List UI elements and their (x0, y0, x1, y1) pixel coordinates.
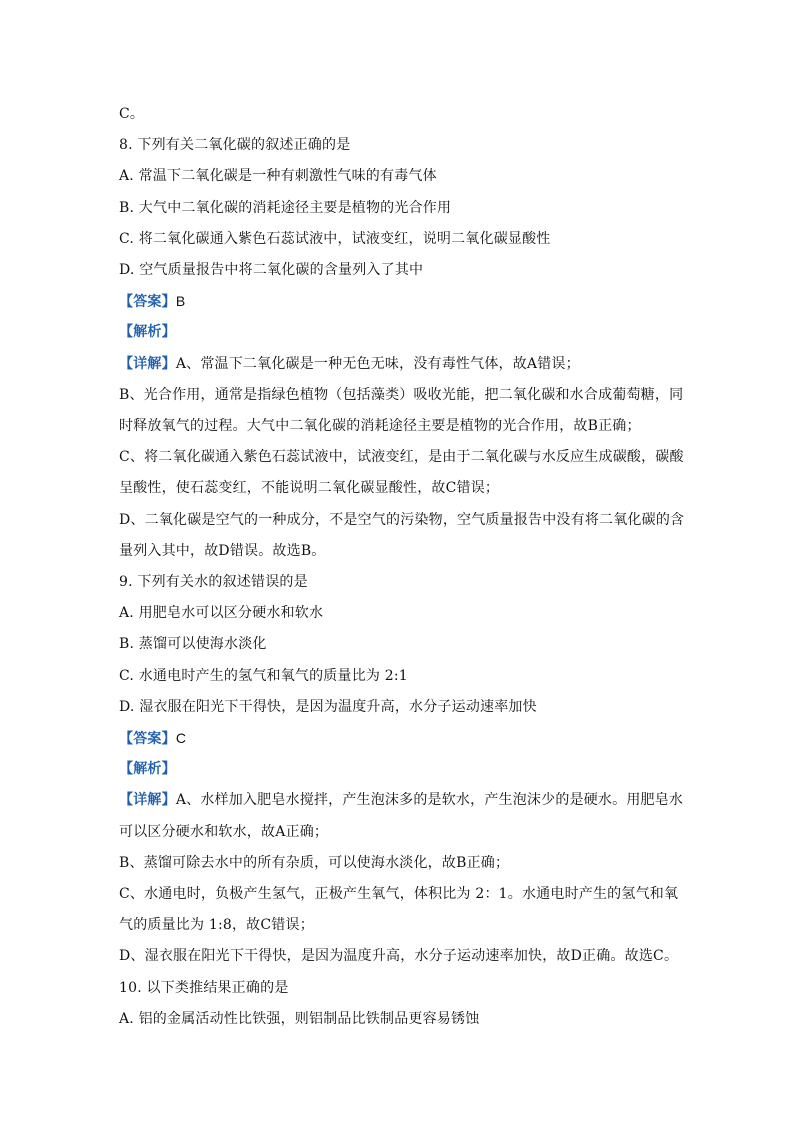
question-8-answer (119, 291, 679, 312)
question-9-detail-line-5: 气的质量比为 1:8，故C错误； (119, 917, 314, 933)
answer-value: B (175, 293, 186, 309)
question-9-analysis-heading (119, 759, 679, 779)
question-9-detail-line-6: D、湿衣服在阳光下干得快，是因为温度升高，水分子运动速率加快，故D正确。故选C。 (119, 948, 679, 964)
question-9-detail-line-2: 可以区分硬水和软水，故A正确； (119, 824, 329, 840)
analysis-tag: 【解析】 (119, 324, 176, 340)
question-8-option-a: A. 常温下二氧化碳是一种有刺激性气味的有毒气体 (119, 168, 437, 184)
question-8-detail-line-4: C、将二氧化碳通入紫色石蕊试液中，试液变红，是由于二氧化碳与水反应生成碳酸，碳酸 (119, 449, 684, 465)
answer-tag: 【答案】 (119, 294, 176, 310)
question-8-detail-line-6: D、二氧化碳是空气的一种成分，不是空气的污染物，空气质量报告中没有将二氧化碳的含 (119, 512, 685, 528)
question-8-option-b: B. 大气中二氧化碳的消耗途径主要是植物的光合作用 (119, 200, 452, 216)
question-9-answer (119, 728, 679, 749)
detail-tag: 【详解】 (119, 792, 176, 808)
question-8-detail-line-7: 量列入其中，故D错误。故选B。 (119, 543, 326, 559)
question-8-detail-line-3: 时释放氧气的过程。大气中二氧化碳的消耗途径主要是植物的光合作用，故B正确； (119, 418, 641, 434)
question-8-detail-line-2: B、光合作用，通常是指绿色植物（包括藻类）吸收光能，把二氧化碳和水合成葡萄糖，同 (119, 387, 684, 403)
question-9-stem: 9. 下列有关水的叙述错误的是 (119, 574, 308, 590)
answer-tag: 【答案】 (119, 731, 176, 747)
question-8-option-c: C. 将二氧化碳通入紫色石蕊试液中，试液变红，说明二氧化碳显酸性 (119, 231, 551, 247)
detail-text: A、常温下二氧化碳是一种无色无味，没有毒性气体，故A错误； (175, 356, 580, 372)
question-8-analysis-heading (119, 322, 679, 342)
question-9-option-a: A. 用肥皂水可以区分硬水和软水 (119, 605, 324, 621)
question-10-stem: 10. 以下类推结果正确的是 (119, 980, 289, 996)
detail-text: A、水样加入肥皂水搅拌，产生泡沫多的是软水，产生泡沫少的是硬水。用肥皂水 (175, 792, 684, 808)
question-8-stem: 8. 下列有关二氧化碳的叙述正确的是 (119, 137, 351, 153)
question-9-option-c: C. 水通电时产生的氢气和氧气的质量比为 2:1 (119, 668, 408, 684)
question-9-detail-line-4: C、水通电时，负极产生氢气，正极产生氧气，体积比为 2：1。水通电时产生的氢气和氧 (119, 886, 679, 902)
question-10-option-a: A. 铝的金属活动性比铁强，则铝制品比铁制品更容易锈蚀 (119, 1011, 480, 1027)
question-8-detail-line-1 (119, 354, 679, 374)
answer-value: C (175, 730, 187, 746)
question-9-option-d: D. 湿衣服在阳光下干得快，是因为温度升高，水分子运动速率加快 (119, 699, 537, 715)
question-8-detail-line-5: 呈酸性，使石蕊变红，不能说明二氧化碳显酸性，故C错误； (119, 480, 500, 496)
question-8-option-d: D. 空气质量报告中将二氧化碳的含量列入了其中 (119, 262, 424, 278)
question-9-detail-line-1 (119, 790, 684, 810)
question-9-option-b: B. 蒸馏可以使海水淡化 (119, 636, 267, 652)
analysis-tag: 【解析】 (119, 761, 176, 777)
prev-answer-tail: C。 (119, 106, 145, 122)
detail-tag: 【详解】 (119, 356, 176, 372)
question-9-detail-line-3: B、蒸馏可除去水中的所有杂质，可以使海水淡化，故B正确； (119, 855, 510, 871)
